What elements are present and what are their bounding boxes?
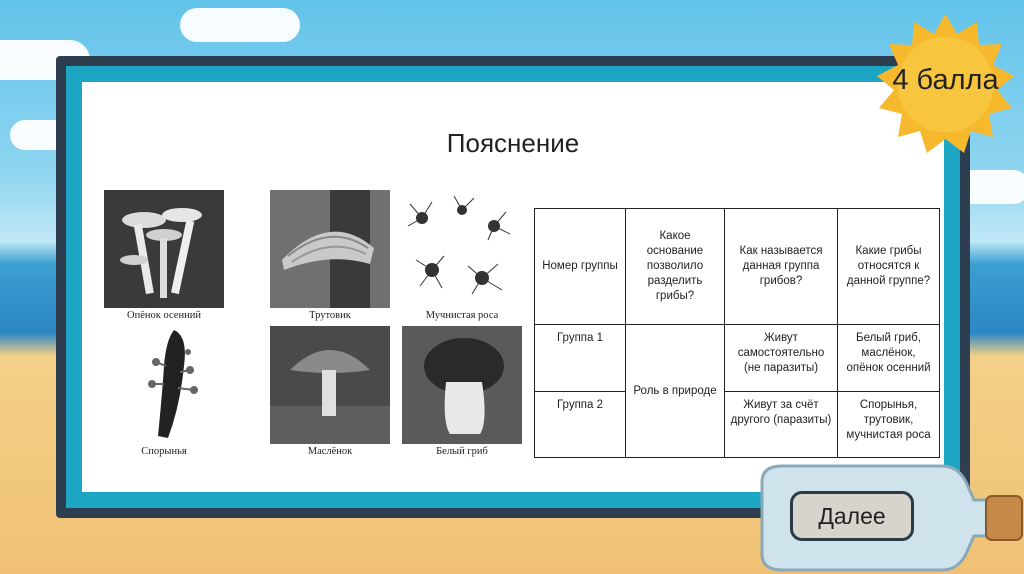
- photo-caption: Спорынья: [141, 446, 187, 457]
- table-header-cell: Какое основание позволило разделить грибы?: [626, 209, 725, 325]
- slippery-jack-image: [270, 326, 390, 444]
- photo-trutovik: [270, 190, 390, 321]
- photo-caption: Белый гриб: [436, 446, 488, 457]
- table-header-cell: Номер группы: [535, 209, 626, 325]
- group-name-cell: Живут за счёт другого (паразиты): [725, 391, 838, 457]
- group-name-cell: Живут самостоятельно (не паразиты): [725, 325, 838, 391]
- content-panel: [82, 82, 944, 492]
- photo-belyi-grib: [402, 326, 522, 457]
- photo-caption: Мучнистая роса: [425, 310, 499, 321]
- photo-caption: Трутовик: [309, 310, 351, 321]
- ergot-image: [104, 326, 224, 444]
- basis-cell: Роль в природе: [626, 325, 725, 458]
- powdery-mildew-image: [402, 190, 522, 308]
- mushroom-cluster-image: [104, 190, 224, 308]
- photo-caption: Опёнок осенний: [127, 310, 201, 321]
- bracket-fungus-image: [270, 190, 390, 308]
- table-header-cell: Какие грибы относятся к данной группе?: [838, 209, 940, 325]
- page-title: Пояснение: [446, 128, 580, 158]
- cloud: [180, 8, 300, 42]
- group-cell: Группа 2: [535, 391, 626, 457]
- next-button[interactable]: Далее: [790, 491, 914, 541]
- groups-table: [534, 208, 940, 458]
- table-row: [535, 325, 940, 391]
- table-header-cell: Как называется данная группа грибов?: [725, 209, 838, 325]
- porcini-image: [402, 326, 522, 444]
- frame-border: [66, 66, 960, 508]
- group-members-cell: Спорынья, трутовик, мучнистая роса: [838, 391, 940, 457]
- group-cell: Группа 1: [535, 325, 626, 391]
- photo-opyonok: [104, 190, 224, 321]
- score-badge: 4 балла: [892, 64, 999, 96]
- photo-caption: Маслёнок: [307, 446, 353, 457]
- photo-maslyonok: [270, 326, 390, 457]
- table-row: [535, 391, 940, 457]
- content-frame: [56, 56, 970, 518]
- group-members-cell: Белый гриб, маслёнок, опёнок осенний: [838, 325, 940, 391]
- photo-muchnistaya-rosa: [402, 190, 522, 321]
- table-header-row: [535, 209, 940, 325]
- photo-sporynya: [104, 326, 224, 457]
- mushroom-photos: [104, 190, 519, 470]
